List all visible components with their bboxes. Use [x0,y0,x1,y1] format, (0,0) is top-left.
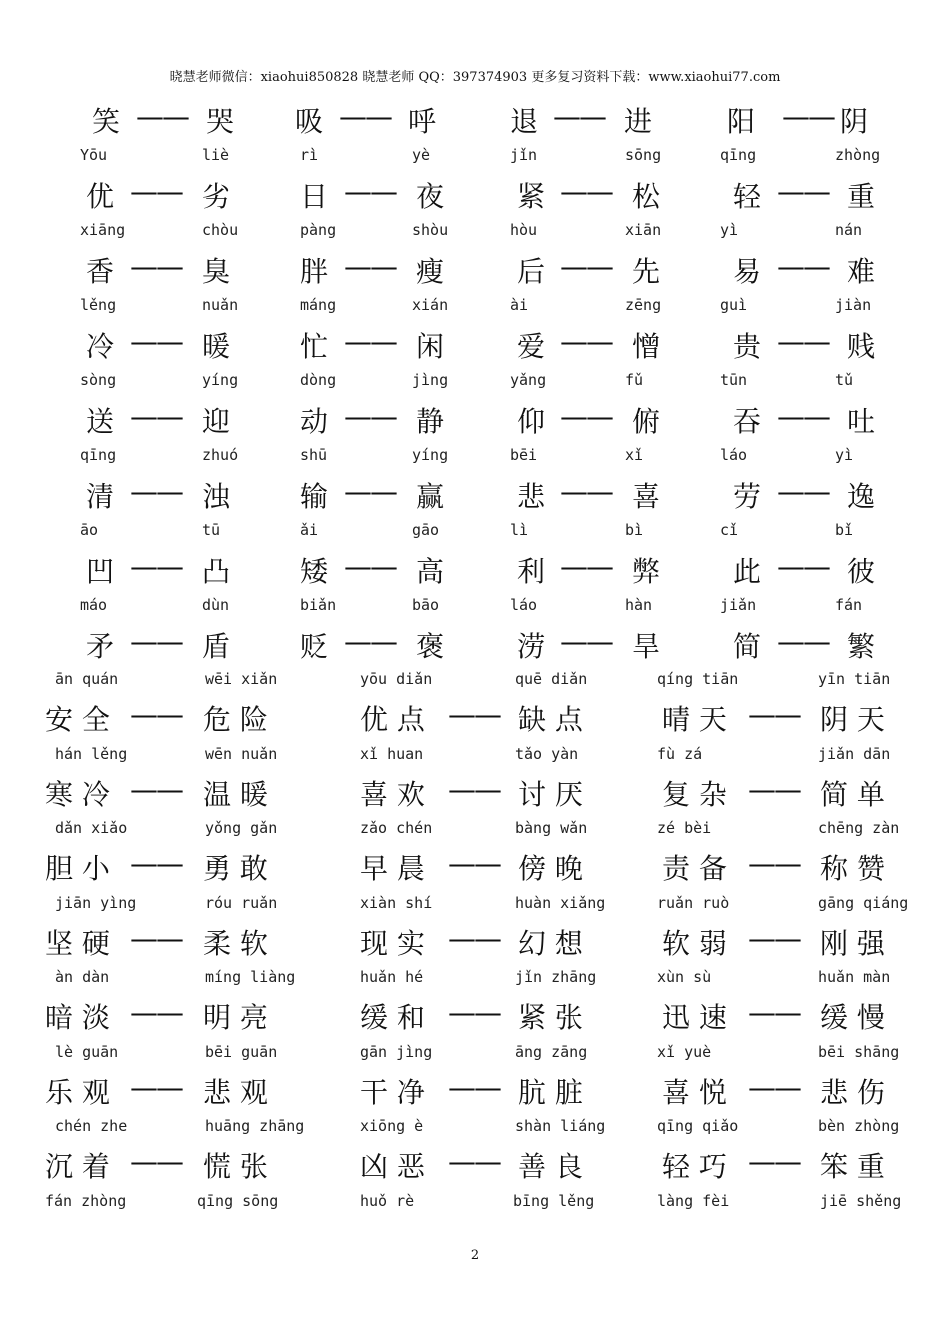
pinyin: máo [80,596,108,614]
pinyin: bīng lěng [513,1192,595,1210]
antonym-char: 瘦 [416,255,445,288]
antonym-char: 繁 [847,630,876,663]
antonym-word: 讨 厌 [518,777,583,811]
antonym-char: 褒 [416,630,445,663]
antonym-word: 责 备 [662,852,727,885]
pinyin: huǒ rè [360,1192,415,1210]
pinyin: qīng [80,446,117,464]
dash: —— [748,772,800,806]
dash: —— [560,475,612,508]
pinyin: xián [412,296,449,314]
pinyin: bēi [510,446,538,464]
antonym-word: 坚 硬 [45,926,110,960]
antonym-word: 早 晨 [360,852,425,885]
antonym-char: 矮 [300,555,329,588]
pinyin: ruǎn ruò [657,893,730,912]
dash: —— [777,250,829,283]
antonym-word: 紧 张 [518,1001,583,1034]
dash: —— [748,996,800,1029]
antonym-char: 进 [624,105,653,138]
antonym-char: 重 [847,180,876,213]
pinyin: yì [835,446,854,464]
pinyin: lěng [80,296,117,314]
antonym-char: 阴 [840,105,869,138]
pinyin: xùn sù [657,968,712,986]
antonym-word: 晴 天 [662,703,727,736]
dash: —— [130,847,182,880]
antonym-word: 善 良 [518,1150,583,1183]
dash: —— [748,1070,800,1104]
dash: —— [344,400,396,433]
dash: —— [130,1145,182,1178]
pinyin: yíng [202,371,239,389]
pinyin: chēng zàn [818,819,900,837]
dash: —— [339,100,391,133]
pinyin: dǎn xiǎo [55,819,128,837]
pinyin: yīn tiān [818,670,891,688]
antonym-char: 逸 [847,480,876,513]
antonym-char: 紧 [517,180,546,213]
antonym-char: 浊 [202,480,231,513]
pinyin: nuǎn [202,296,239,314]
pinyin: tūn [720,371,748,389]
pinyin: gāng qiáng [818,893,909,912]
pinyin: dùn [202,596,230,614]
dash: —— [560,250,612,283]
pinyin: bàng wǎn [515,819,588,837]
pinyin: zēng [625,296,662,314]
pinyin: jiǎn [720,596,757,614]
pinyin: bì [625,521,644,539]
antonym-word: 缺 点 [518,703,583,736]
dash: —— [777,550,829,583]
antonym-char: 闲 [416,330,445,363]
antonym-word: 迅 速 [662,1001,727,1034]
pinyin: bāo [412,596,440,614]
antonym-word: 轻 巧 [662,1150,727,1183]
dash: —— [553,100,605,133]
pinyin: xǐ yuè [657,1042,712,1061]
pinyin: yè [412,146,431,164]
antonym-char: 易 [733,255,762,288]
antonym-word: 干 净 [360,1075,425,1109]
antonym-char: 喜 [632,480,661,513]
dash: —— [777,400,829,433]
pinyin: róu ruǎn [205,893,278,912]
dash: —— [777,325,829,358]
pinyin: huǎn màn [818,968,891,986]
pinyin: guì [720,296,748,314]
pinyin: wēn nuǎn [205,744,278,763]
antonym-char: 高 [416,555,445,588]
antonym-char: 吞 [733,405,762,438]
pinyin: jiǎn dān [818,744,891,763]
pinyin: dòng [300,371,337,389]
antonym-word: 肮 脏 [518,1075,583,1109]
pinyin: tǔ [835,371,854,389]
pinyin: qīng sōng [197,1192,279,1210]
pinyin: gān jìng [360,1042,433,1061]
antonym-word: 缓 慢 [820,1001,885,1034]
dash: —— [448,847,500,880]
dash: —— [448,921,500,955]
antonym-word: 优 点 [360,703,425,736]
antonym-char: 哭 [206,105,235,138]
antonym-char: 清 [86,480,115,513]
dash: —— [130,400,182,433]
page-number: 2 [470,1248,480,1263]
antonym-char: 盾 [202,630,231,663]
pinyin: Yōu [80,146,108,164]
pinyin: lè guān [55,1042,119,1061]
antonym-char: 彼 [847,555,876,588]
pinyin: yǒng gǎn [205,819,278,837]
pinyin: fǔ [625,371,644,389]
pinyin: xiōng è [360,1117,424,1135]
pinyin: bēi shāng [818,1042,900,1061]
antonym-word: 复 杂 [662,777,727,811]
pinyin: xǐ huan [360,744,424,763]
antonym-word: 勇 敢 [203,852,268,885]
pinyin: láo [510,596,538,614]
antonym-word: 喜 欢 [360,777,425,811]
antonym-char: 轻 [733,180,762,213]
dash: —— [748,921,800,955]
pinyin: xiāng [80,221,126,239]
pinyin: āo [80,521,99,539]
pinyin: jiē shěng [820,1192,902,1210]
dash: —— [777,475,829,508]
pinyin: liè [202,146,230,164]
antonym-word: 寒 冷 [45,777,110,811]
dash: —— [130,1070,182,1104]
antonym-word: 凶 恶 [360,1150,425,1183]
pinyin: sōng [625,146,662,164]
antonym-char: 简 [733,630,762,663]
pinyin: jǐn [510,146,538,164]
antonym-char: 难 [847,255,876,288]
dash: —— [344,625,396,658]
dash: —— [130,996,182,1029]
pinyin: pàng [300,221,337,239]
antonym-char: 静 [416,405,445,438]
pinyin: tū [202,521,221,539]
dash: —— [130,921,182,955]
antonym-char: 后 [517,255,546,288]
pinyin: bēi guān [205,1042,278,1061]
dash: —— [344,475,396,508]
antonym-word: 暗 淡 [45,1001,110,1034]
dash: —— [560,325,612,358]
dash: —— [130,475,182,508]
antonym-char: 先 [632,255,661,288]
antonym-char: 忙 [300,330,329,363]
antonym-char: 吸 [295,105,324,138]
pinyin: fán [835,596,863,614]
antonym-char: 弊 [632,555,661,588]
dash: —— [130,698,182,731]
antonym-word: 悲 观 [203,1075,268,1109]
antonym-char: 动 [300,405,329,438]
pinyin: fù zá [657,744,703,763]
antonym-char: 笑 [92,105,121,138]
antonym-word: 危 险 [203,703,268,736]
antonym-char: 利 [517,555,546,588]
dash: —— [560,400,612,433]
pinyin: hòu [510,221,538,239]
pinyin: jiān yìng [55,893,137,912]
antonym-char: 呼 [408,105,437,138]
pinyin: cǐ [720,521,739,539]
pinyin: míng liàng [205,968,296,986]
antonym-word: 柔 软 [203,926,268,960]
pinyin: yōu diǎn [360,670,433,688]
pinyin: zǎo chén [360,819,433,837]
pinyin: wēi xiǎn [205,670,278,688]
pinyin: quē diǎn [515,670,588,688]
antonym-char: 贱 [847,330,876,363]
antonym-char: 胖 [300,255,329,288]
pinyin: yì [720,221,739,239]
dash: —— [777,625,829,658]
pinyin: jiàn [835,296,872,314]
page-header: 晓慧老师微信：xiaohui850828 晓慧老师 QQ：397374903 更多复习资料下载：www.xiaohui77.com [169,70,781,85]
dash: —— [448,996,500,1029]
pinyin: xiàn shí [360,893,433,912]
pinyin: nán [835,221,863,239]
pinyin: qīng qiǎo [657,1117,739,1135]
dash: —— [344,325,396,358]
pinyin: hán lěng [55,744,128,763]
dash: —— [130,250,182,283]
antonym-char: 冷 [86,330,115,363]
dash: —— [748,847,800,880]
antonym-char: 松 [632,180,661,213]
antonym-char: 爱 [517,330,546,363]
antonym-word: 阴 天 [820,703,885,736]
pinyin: xǐ [625,446,644,464]
antonym-char: 夜 [416,180,445,213]
dash: —— [777,175,829,208]
dash: —— [560,625,612,658]
pinyin: làng fèi [657,1192,730,1210]
antonym-char: 憎 [632,330,661,363]
dash: —— [130,625,182,658]
pinyin: shàn liáng [515,1117,606,1135]
pinyin: ān quán [55,670,119,688]
antonym-word: 沉 着 [45,1150,110,1183]
pinyin: yíng [412,446,449,464]
antonym-char: 赢 [416,480,445,513]
pinyin: chòu [202,221,239,239]
dash: —— [560,175,612,208]
antonym-word: 明 亮 [203,1001,268,1034]
pinyin: láo [720,446,748,464]
antonym-char: 贵 [733,330,762,363]
pinyin: máng [300,296,337,314]
antonym-char: 贬 [300,630,329,663]
pinyin: huāng zhāng [205,1117,305,1135]
dash: —— [448,772,500,806]
antonym-char: 日 [300,180,329,213]
dash: —— [748,1145,800,1178]
pinyin: ài [510,296,529,314]
antonym-char: 优 [86,180,115,213]
antonym-word: 温 暖 [203,777,268,811]
pinyin: rì [300,146,319,164]
pinyin: zhòng [835,146,881,164]
pinyin: àn dàn [55,968,110,986]
dash: —— [448,698,500,731]
dash: —— [344,175,396,208]
pinyin: zé bèi [657,819,712,837]
pinyin: chén zhe [55,1117,128,1135]
dash: —— [448,1145,500,1178]
dash: —— [344,250,396,283]
antonym-char: 涝 [517,630,546,663]
dash: —— [560,550,612,583]
antonym-char: 悲 [517,480,546,513]
antonym-word: 胆 小 [45,852,110,885]
pinyin: jǐn zhāng [515,968,597,986]
antonym-word: 喜 悦 [662,1075,727,1109]
pinyin: āng zāng [515,1042,588,1061]
pinyin: qíng tiān [657,670,739,688]
antonym-word: 幻 想 [518,926,583,960]
antonym-char: 阳 [727,105,756,138]
antonym-char: 吐 [847,405,876,438]
antonym-char: 送 [86,405,115,438]
antonym-char: 暖 [202,330,231,363]
antonym-word: 悲 伤 [820,1075,885,1109]
pinyin: huǎn hé [360,968,424,986]
pinyin: ǎi [300,521,319,539]
antonym-word: 慌 张 [203,1150,268,1183]
antonym-word: 刚 强 [820,926,885,960]
antonym-char: 退 [510,105,539,138]
antonym-char: 香 [86,255,115,288]
pinyin: bèn zhòng [818,1117,900,1135]
antonym-char: 劣 [202,180,231,213]
dash: —— [748,698,800,731]
pinyin: qīng [720,146,757,164]
pinyin: zhuó [202,446,239,464]
pinyin: shòu [412,221,449,239]
antonym-word: 傍 晚 [518,852,583,885]
pinyin: bǐ [835,521,854,539]
pinyin: biǎn [300,596,337,614]
antonym-word: 现 实 [360,926,425,960]
antonym-word: 安 全 [45,703,110,736]
dash: —— [448,1070,500,1104]
pinyin: huàn xiǎng [515,893,606,912]
antonym-char: 俯 [632,405,661,438]
antonym-char: 劳 [733,480,762,513]
antonym-word: 笨 重 [820,1150,885,1183]
dash: —— [130,175,182,208]
pinyin: tǎo yàn [515,744,579,763]
antonym-word: 软 弱 [662,926,727,960]
antonym-word: 称 赞 [820,852,885,885]
dash: —— [136,100,188,133]
antonym-char: 迎 [202,405,231,438]
antonym-char: 旱 [632,630,661,663]
antonym-char: 仰 [517,405,546,438]
dash: —— [130,772,182,806]
pinyin: lì [510,521,529,539]
antonym-word: 乐 观 [45,1075,110,1109]
antonym-char: 输 [300,480,329,513]
antonym-word: 缓 和 [360,1001,425,1034]
antonym-word: 简 单 [820,777,885,811]
pinyin: gāo [412,521,440,539]
dash: —— [344,550,396,583]
pinyin: shū [300,446,328,464]
pinyin: yǎng [510,371,547,389]
pinyin: xiān [625,221,662,239]
antonym-char: 凹 [86,555,115,588]
dash: —— [130,550,182,583]
pinyin: fán zhòng [45,1192,127,1210]
pinyin: hàn [625,596,653,614]
pinyin: sòng [80,371,117,389]
antonym-char: 臭 [202,255,231,288]
pinyin: jìng [412,371,449,389]
antonym-char: 矛 [86,630,115,663]
dash: —— [782,100,834,133]
antonym-char: 此 [733,555,762,588]
antonym-char: 凸 [202,555,231,588]
dash: —— [130,325,182,358]
